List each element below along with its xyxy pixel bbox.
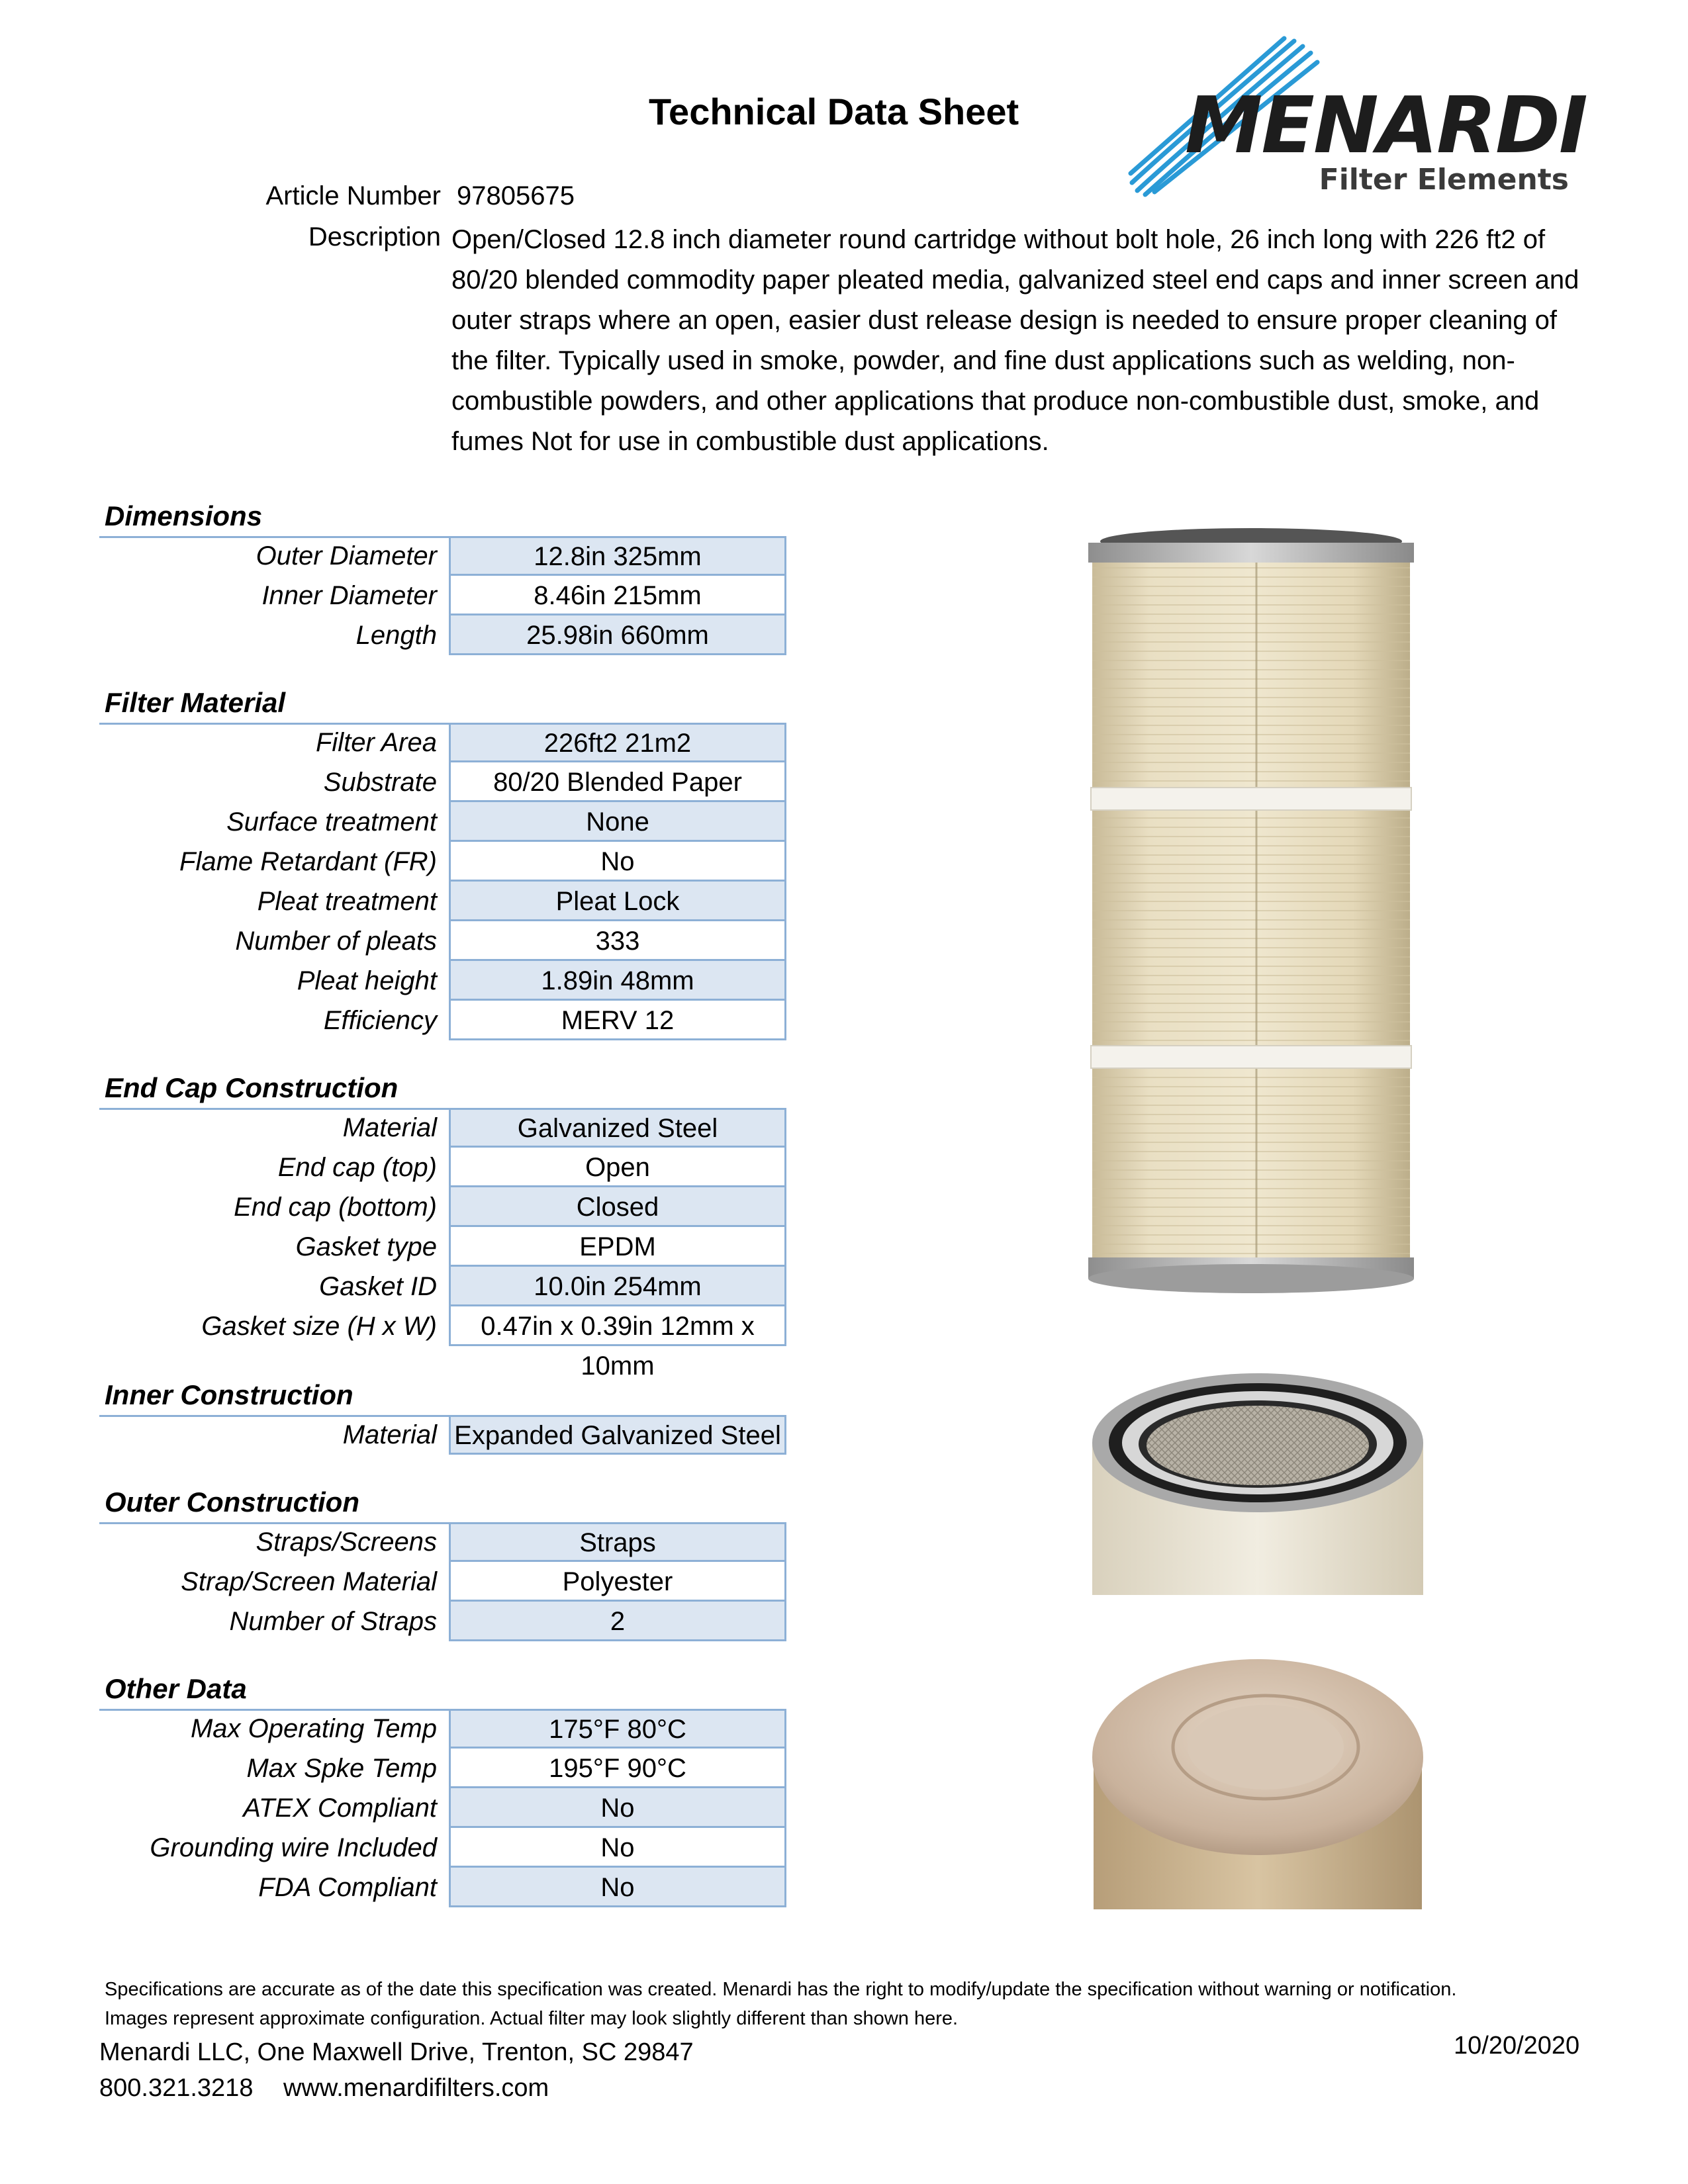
row-value: No <box>449 842 786 882</box>
row-label: FDA Compliant <box>258 1873 437 1902</box>
menardi-logo <box>1125 33 1587 205</box>
row-value: Straps <box>449 1522 786 1562</box>
row-value: Expanded Galvanized Steel <box>449 1415 786 1455</box>
section-title-filter-material: Filter Material <box>105 687 286 718</box>
row-label: Gasket ID <box>319 1272 437 1301</box>
row-value: 175°F 80°C <box>449 1709 786 1749</box>
row-value: No <box>449 1828 786 1868</box>
article-number-label: Article Number <box>265 181 441 210</box>
table-row <box>99 1749 920 1788</box>
company-address: Menardi LLC, One Maxwell Drive, Trenton, SC 29847 <box>99 2038 694 2066</box>
table-row <box>99 1148 920 1187</box>
row-value: 195°F 90°C <box>449 1749 786 1788</box>
table-row <box>99 961 920 1001</box>
row-value: 333 <box>449 921 786 961</box>
row-label: Material <box>342 1113 437 1142</box>
row-label: Gasket size (H x W) <box>201 1312 437 1341</box>
table-row <box>99 1415 920 1455</box>
row-label: ATEX Compliant <box>243 1794 437 1823</box>
row-label: Grounding wire Included <box>150 1833 437 1862</box>
article-number-value: 97805675 <box>457 181 575 210</box>
row-label: Material <box>342 1420 437 1449</box>
row-value: Open <box>449 1148 786 1187</box>
logo-subtitle: Filter Elements <box>1319 163 1569 197</box>
row-value: 2 <box>449 1602 786 1641</box>
table-row <box>99 1306 920 1381</box>
section-title-dimensions: Dimensions <box>105 500 263 531</box>
row-value: MERV 12 <box>449 1001 786 1040</box>
row-value: 8.46in 215mm <box>449 576 786 615</box>
row-value: 1.89in 48mm <box>449 961 786 1001</box>
row-value: 10.0in 254mm <box>449 1267 786 1306</box>
table-row <box>99 1187 920 1227</box>
table-row <box>99 842 920 882</box>
row-value: Polyester <box>449 1562 786 1602</box>
table-row <box>99 1709 920 1749</box>
page-title: Technical Data Sheet <box>649 91 1019 132</box>
row-value: 12.8in 325mm <box>449 536 786 576</box>
row-value: 25.98in 660mm <box>449 615 786 655</box>
row-label: Gasket type <box>295 1232 437 1261</box>
row-value: Galvanized Steel <box>449 1108 786 1148</box>
row-label: Flame Retardant (FR) <box>179 847 437 876</box>
table-row <box>99 882 920 921</box>
table-row <box>99 1868 920 1907</box>
table-row <box>99 576 920 615</box>
logo-wordmark: MENARDI <box>1185 79 1587 171</box>
table-row <box>99 1602 920 1641</box>
description-value: Open/Closed 12.8 inch diameter round cartridge without bolt hole, 26 inch long with 226 ft2 of 80/20 blended commodity paper pleated media, galvanized steel end caps and inner screen and outer straps where an open, easier dust release design is needed to ensure proper cleaning of the filter. Typically used in smoke, powder, and fine dust applications such as welding, non-combustible powders, and other applications that produce non-combustible dust, smoke, and fumes Not for use in combustible dust applications. <box>451 225 1579 456</box>
row-label: Filter Area <box>315 728 437 757</box>
row-value: None <box>449 802 786 842</box>
section-title-outer: Outer Construction <box>105 1486 359 1518</box>
row-label: Inner Diameter <box>261 581 437 610</box>
table-row <box>99 1788 920 1828</box>
table-row <box>99 762 920 802</box>
row-label: Pleat height <box>297 966 437 995</box>
row-value: 226ft2 21m2 <box>449 723 786 762</box>
disclaimer-line-2: Images represent approximate configuration. Actual filter may look slightly different than shown here. <box>105 2008 959 2029</box>
filter-closed-end-image <box>1086 1658 1430 1909</box>
table-row <box>99 802 920 842</box>
row-label: Substrate <box>323 768 437 797</box>
disclaimer <box>105 1975 1627 2033</box>
company-website[interactable]: www.menardifilters.com <box>283 2074 549 2102</box>
disclaimer-line-1: Specifications are accurate as of the date this specification was created. Menardi has the right to modify/update the specification without warning or notification. <box>105 1979 1457 2000</box>
table-row <box>99 1227 920 1267</box>
table-row <box>99 921 920 961</box>
row-label: Surface treatment <box>226 807 437 837</box>
row-value: 80/20 Blended Paper <box>449 762 786 802</box>
sheet-date: 10/20/2020 <box>1454 2032 1580 2060</box>
row-label: Efficiency <box>323 1006 437 1035</box>
row-label: Max Spke Temp <box>246 1754 437 1783</box>
table-row <box>99 536 920 576</box>
section-title-end-cap: End Cap Construction <box>105 1072 399 1103</box>
row-label: Number of pleats <box>235 927 437 956</box>
row-label: Pleat treatment <box>257 887 437 916</box>
table-row <box>99 1562 920 1602</box>
row-label: End cap (bottom) <box>234 1193 437 1222</box>
section-title-other: Other Data <box>105 1673 247 1704</box>
row-value: Closed <box>449 1187 786 1227</box>
row-value: 0.47in x 0.39in 12mm x 10mm <box>449 1306 786 1346</box>
section-title-inner: Inner Construction <box>105 1379 353 1410</box>
table-row <box>99 1828 920 1868</box>
description-label: Description <box>308 222 441 251</box>
row-label: Length <box>355 621 437 650</box>
row-value: Pleat Lock <box>449 882 786 921</box>
filter-cartridge-image <box>1079 523 1423 1310</box>
row-value: No <box>449 1788 786 1828</box>
company-phone: 800.321.3218 <box>99 2074 254 2102</box>
row-label: End cap (top) <box>277 1153 437 1182</box>
row-label: Max Operating Temp <box>190 1714 437 1743</box>
table-row <box>99 723 920 762</box>
row-value: EPDM <box>449 1227 786 1267</box>
table-row <box>99 615 920 655</box>
row-value: No <box>449 1868 786 1907</box>
table-row <box>99 1522 920 1562</box>
table-row <box>99 1108 920 1148</box>
table-row <box>99 1267 920 1306</box>
filter-open-end-image <box>1086 1370 1430 1595</box>
row-label: Strap/Screen Material <box>181 1567 437 1596</box>
row-label: Outer Diameter <box>256 541 437 570</box>
row-label: Straps/Screens <box>256 1527 437 1557</box>
table-row <box>99 1001 920 1040</box>
row-label: Number of Straps <box>229 1607 437 1636</box>
